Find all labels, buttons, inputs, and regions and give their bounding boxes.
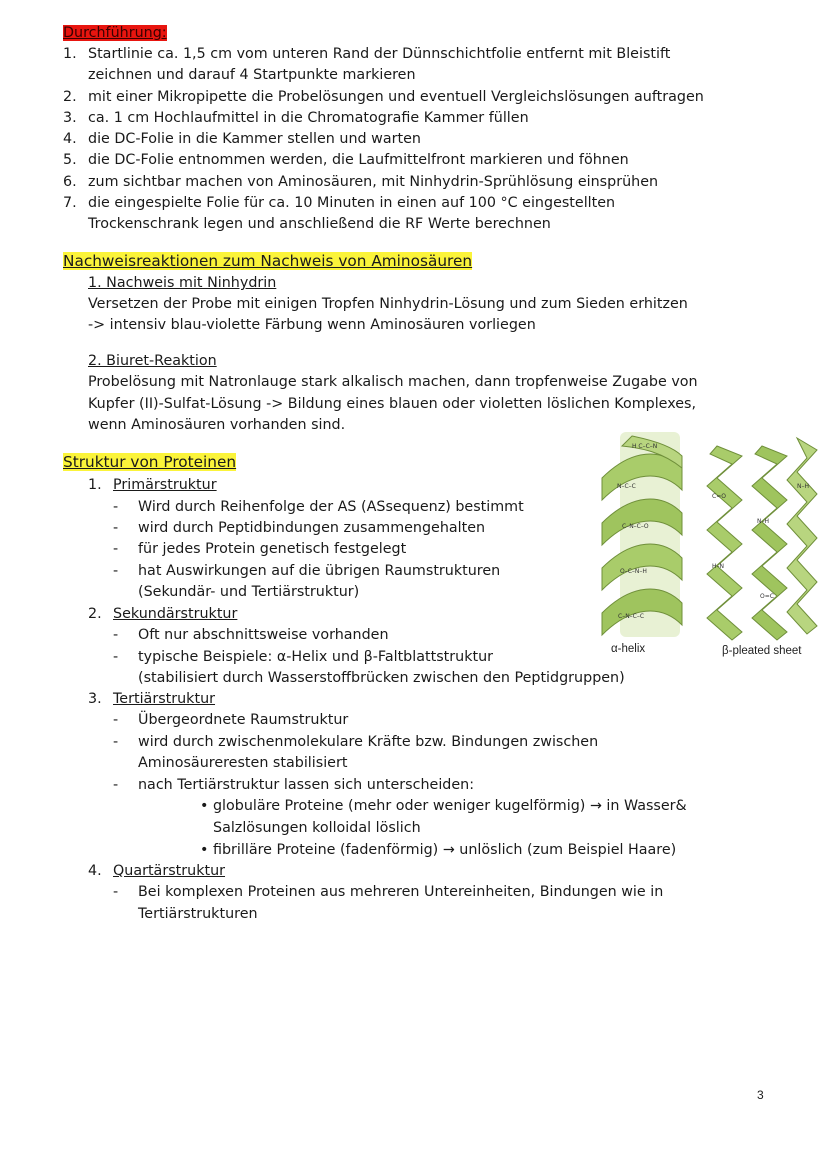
protein-structure-figure <box>592 428 822 663</box>
bullet-text: (Sekundär- und Tertiärstruktur) <box>138 584 360 600</box>
section-heading-durchfuehrung: Durchführung: <box>63 25 167 41</box>
step-text: Startlinie ca. 1,5 cm vom unteren Rand der Dünnschichtfolie entfernt mit Bleistift <box>88 46 671 62</box>
bullet-text: Wird durch Reihenfolge der AS (ASsequenz) bestimmt <box>138 499 524 515</box>
dash: - <box>113 627 119 643</box>
svg-text:C–N–C–O: C–N–C–O <box>622 523 649 530</box>
bullet-text: Übergeordnete Raumstruktur <box>138 712 349 728</box>
bullet-text: wird durch zwischenmolekulare Kräfte bzw. Bindungen zwischen <box>138 734 599 750</box>
svg-text:H–N: H–N <box>712 563 724 570</box>
structure-number: 2. <box>88 606 102 622</box>
svg-text:N–H: N–H <box>797 483 809 490</box>
structure-title-quaternary: Quartärstruktur <box>113 863 226 879</box>
svg-text:N–H: N–H <box>757 518 769 525</box>
svg-text:O–C–N–H: O–C–N–H <box>620 568 647 575</box>
structure-number: 4. <box>88 863 102 879</box>
dash: - <box>113 563 119 579</box>
section-heading-nachweisreaktionen: Nachweisreaktionen zum Nachweis von Aminosäuren <box>63 252 473 270</box>
test-text: -> intensiv blau-violette Färbung wenn Aminosäuren vorliegen <box>88 317 536 333</box>
beta-sheet-drawing <box>707 438 817 640</box>
svg-text:C=O: C=O <box>712 493 726 500</box>
page-number: 3 <box>757 1088 764 1102</box>
step-number: 6. <box>63 174 77 190</box>
test-text: Probelösung mit Natronlauge stark alkalisch machen, dann tropfenweise Zugabe von <box>88 374 698 390</box>
dash: - <box>113 884 119 900</box>
bullet-text: Tertiärstrukturen <box>138 906 258 922</box>
structure-title-primary: Primärstruktur <box>113 477 217 493</box>
step-text: Trockenschrank legen und anschließend die RF Werte berechnen <box>88 216 551 232</box>
bullet-text: für jedes Protein genetisch festgelegt <box>138 541 407 557</box>
step-number: 3. <box>63 110 77 126</box>
sub-bullet-text: • globuläre Proteine (mehr oder weniger kugelförmig) → in Wasser& <box>200 798 687 814</box>
svg-text:O=C: O=C <box>760 593 774 600</box>
bullet-text: wird durch Peptidbindungen zusammengehalten <box>138 520 486 536</box>
bullet-text: Oft nur abschnittsweise vorhanden <box>138 627 389 643</box>
step-text: die eingespielte Folie für ca. 10 Minuten in einen auf 100 °C eingestellten <box>88 195 616 211</box>
structure-number: 3. <box>88 691 102 707</box>
step-text: die DC-Folie in die Kammer stellen und warten <box>88 131 421 147</box>
test-text: wenn Aminosäuren vorhanden sind. <box>88 417 346 433</box>
section-heading-struktur: Struktur von Proteinen <box>63 453 237 471</box>
helix-caption: α-helix <box>611 643 646 655</box>
bullet-text: Bei komplexen Proteinen aus mehreren Untereinheiten, Bindungen wie in <box>138 884 664 900</box>
svg-text:N–C–C: N–C–C <box>617 483 636 490</box>
svg-text:H C–C–N: H C–C–N <box>632 443 658 450</box>
bullet-text: nach Tertiärstruktur lassen sich unterscheiden: <box>138 777 475 793</box>
bullet-text: typische Beispiele: α-Helix und β-Faltblattstruktur <box>138 649 494 665</box>
step-number: 7. <box>63 195 77 211</box>
dash: - <box>113 541 119 557</box>
bullet-text: Aminosäureresten stabilisiert <box>138 755 348 771</box>
step-text: die DC-Folie entnommen werden, die Laufmittelfront markieren und föhnen <box>88 152 629 168</box>
bullet-text: (stabilisiert durch Wasserstoffbrücken zwischen den Peptidgruppen) <box>138 670 625 686</box>
sub-bullet-text: • fibrilläre Proteine (fadenförmig) → unlöslich (zum Beispiel Haare) <box>200 842 677 858</box>
test-title-biuret: 2. Biuret-Reaktion <box>88 353 217 369</box>
step-text: zeichnen und darauf 4 Startpunkte markieren <box>88 67 416 83</box>
step-text: mit einer Mikropipette die Probelösungen und eventuell Vergleichslösungen auftragen <box>88 89 704 105</box>
structure-title-secondary: Sekundärstruktur <box>113 606 238 622</box>
step-text: zum sichtbar machen von Aminosäuren, mit Ninhydrin-Sprühlösung einsprühen <box>88 174 659 190</box>
dash: - <box>113 734 119 750</box>
dash: - <box>113 499 119 515</box>
structure-title-tertiary: Tertiärstruktur <box>113 691 216 707</box>
step-number: 4. <box>63 131 77 147</box>
structure-number: 1. <box>88 477 102 493</box>
bullet-text: hat Auswirkungen auf die übrigen Raumstrukturen <box>138 563 501 579</box>
test-text: Versetzen der Probe mit einigen Tropfen Ninhydrin-Lösung und zum Sieden erhitzen <box>88 296 688 312</box>
alpha-helix-drawing <box>602 432 682 637</box>
step-text: ca. 1 cm Hochlaufmittel in die Chromatografie Kammer füllen <box>88 110 529 126</box>
test-text: Kupfer (II)-Sulfat-Lösung -> Bildung eines blauen oder violetten löslichen Komplexes, <box>88 396 697 412</box>
step-number: 5. <box>63 152 77 168</box>
dash: - <box>113 649 119 665</box>
sheet-caption: β-pleated sheet <box>722 645 802 657</box>
helix-sheet-illustration <box>592 428 822 663</box>
sub-bullet-text: Salzlösungen kolloidal löslich <box>213 820 421 836</box>
test-title-ninhydrin: 1. Nachweis mit Ninhydrin <box>88 275 277 291</box>
step-number: 1. <box>63 46 77 62</box>
dash: - <box>113 777 119 793</box>
dash: - <box>113 712 119 728</box>
svg-text:C–N–C–C: C–N–C–C <box>618 613 645 620</box>
dash: - <box>113 520 119 536</box>
step-number: 2. <box>63 89 77 105</box>
